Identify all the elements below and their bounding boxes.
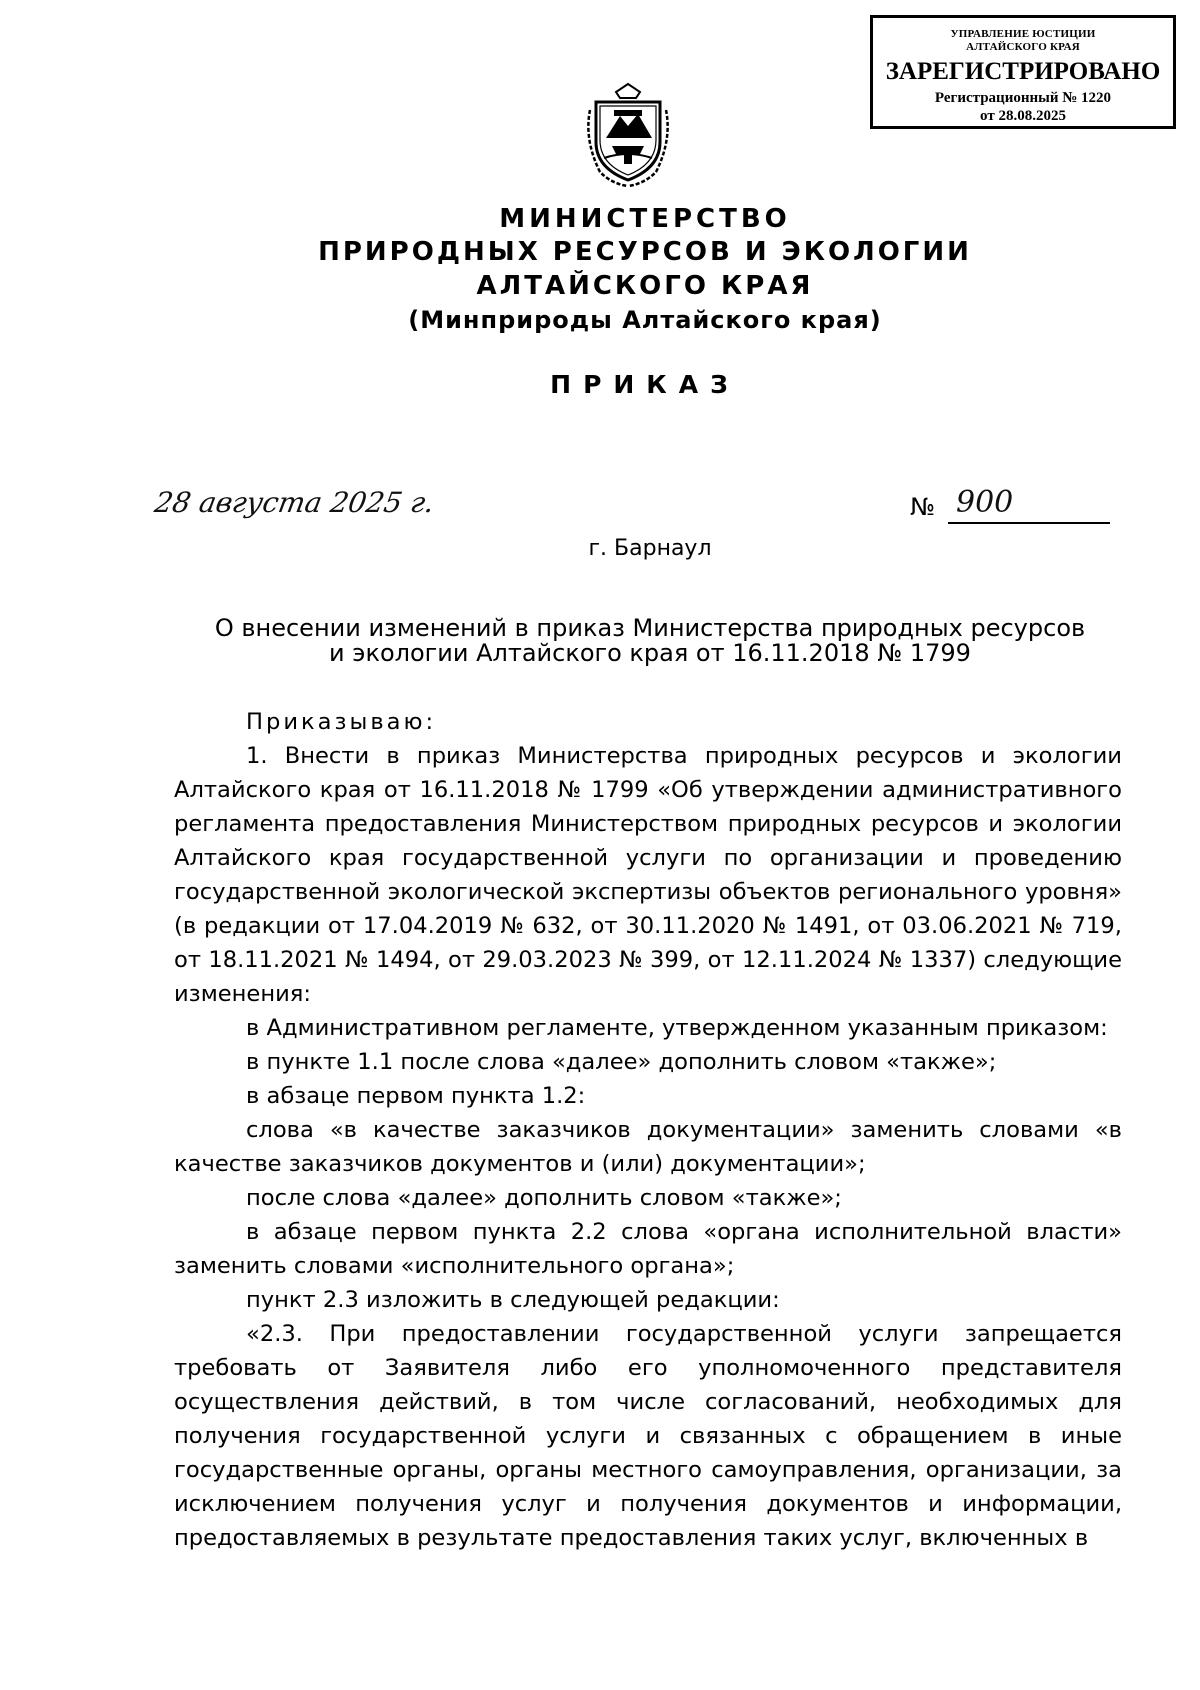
order-title — [0, 616, 1200, 666]
number-underline — [948, 522, 1110, 524]
registration-stamp — [870, 15, 1176, 129]
order-title-line1: О внесении изменений в приказ Министерства природных ресурсов — [214, 614, 1086, 642]
city: г. Барнаул — [588, 536, 712, 561]
order-body — [174, 705, 1122, 1555]
order-title-line2: и экологии Алтайского края от 16.11.2018 № 1799 — [329, 639, 971, 667]
stamp-agency: УПРАВЛЕНИЕ ЮСТИЦИИ — [950, 28, 1096, 40]
document-type: ПРИКАЗ — [550, 370, 740, 399]
ministry-short-name: (Минприроды Алтайского края) — [408, 306, 882, 334]
paragraph-7: в абзаце первом пункта 2.2 слова «органа исполнительной власти» заменить словами «исполнительного органа»; — [174, 1219, 1122, 1279]
ministry-name-line2: ПРИРОДНЫХ РЕСУРСОВ И ЭКОЛОГИИ — [318, 237, 972, 267]
stamp-reg-number: Регистрационный № 1220 — [934, 90, 1112, 106]
stamp-status: ЗАРЕГИСТРИРОВАНО — [885, 58, 1161, 85]
paragraph-2: в Административном регламенте, утвержденном указанным приказом: — [246, 1015, 1108, 1041]
stamp-region: АЛТАЙСКОГО КРАЯ — [966, 41, 1080, 53]
stamp-reg-date: от 28.08.2025 — [980, 108, 1066, 124]
handwritten-number: 900 — [956, 485, 1014, 520]
paragraph-order: Приказываю: — [246, 709, 437, 735]
coat-of-arms-icon — [582, 80, 674, 190]
paragraph-5: слова «в качестве заказчиков документации» заменить словами «в качестве заказчиков документов и (или) документации»; — [174, 1117, 1122, 1177]
ministry-name-line1: МИНИСТЕРСТВО — [499, 204, 791, 234]
order-number — [910, 487, 1110, 527]
number-label: № — [910, 493, 935, 521]
paragraph-6: после слова «далее» дополнить словом «также»; — [246, 1185, 842, 1211]
paragraph-8: пункт 2.3 изложить в следующей редакции: — [246, 1287, 780, 1313]
paragraph-9: «2.3. При предоставлении государственной услуги запрещается требовать от Заявителя либо его уполномоченного представителя осуществления действий, в том числе согласований, необходимых для получения государственной услуги и связанных с обращением в иные государственные органы, органы местного самоуправления, организации, за исключением получения услуг и получения документов и информации, предоставляемых в результате предоставления таких услуг, включенных в — [174, 1321, 1122, 1551]
handwritten-date: 28 августа 2025 г. — [152, 486, 437, 519]
paragraph-3: в пункте 1.1 после слова «далее» дополнить словом «также»; — [246, 1049, 997, 1075]
paragraph-1: 1. Внести в приказ Министерства природных ресурсов и экологии Алтайского края от 16.11.2018 № 1799 «Об утверждении административного регламента предоставления Министерством природных ресурсов и экологии Алтайского края государственной услуги по организации и проведению государственной экологической экспертизы объектов регионального уровня» (в редакции от 17.04.2019 № 632, от 30.11.2020 № 1491, от 03.06.2021 № 719, от 18.11.2021 № 1494, от 29.03.2023 № 399, от 12.11.2024 № 1337) следующие изменения: — [174, 743, 1122, 1007]
paragraph-4: в абзаце первом пункта 1.2: — [246, 1083, 586, 1109]
ministry-name-line3: АЛТАЙСКОГО КРАЯ — [476, 271, 814, 301]
